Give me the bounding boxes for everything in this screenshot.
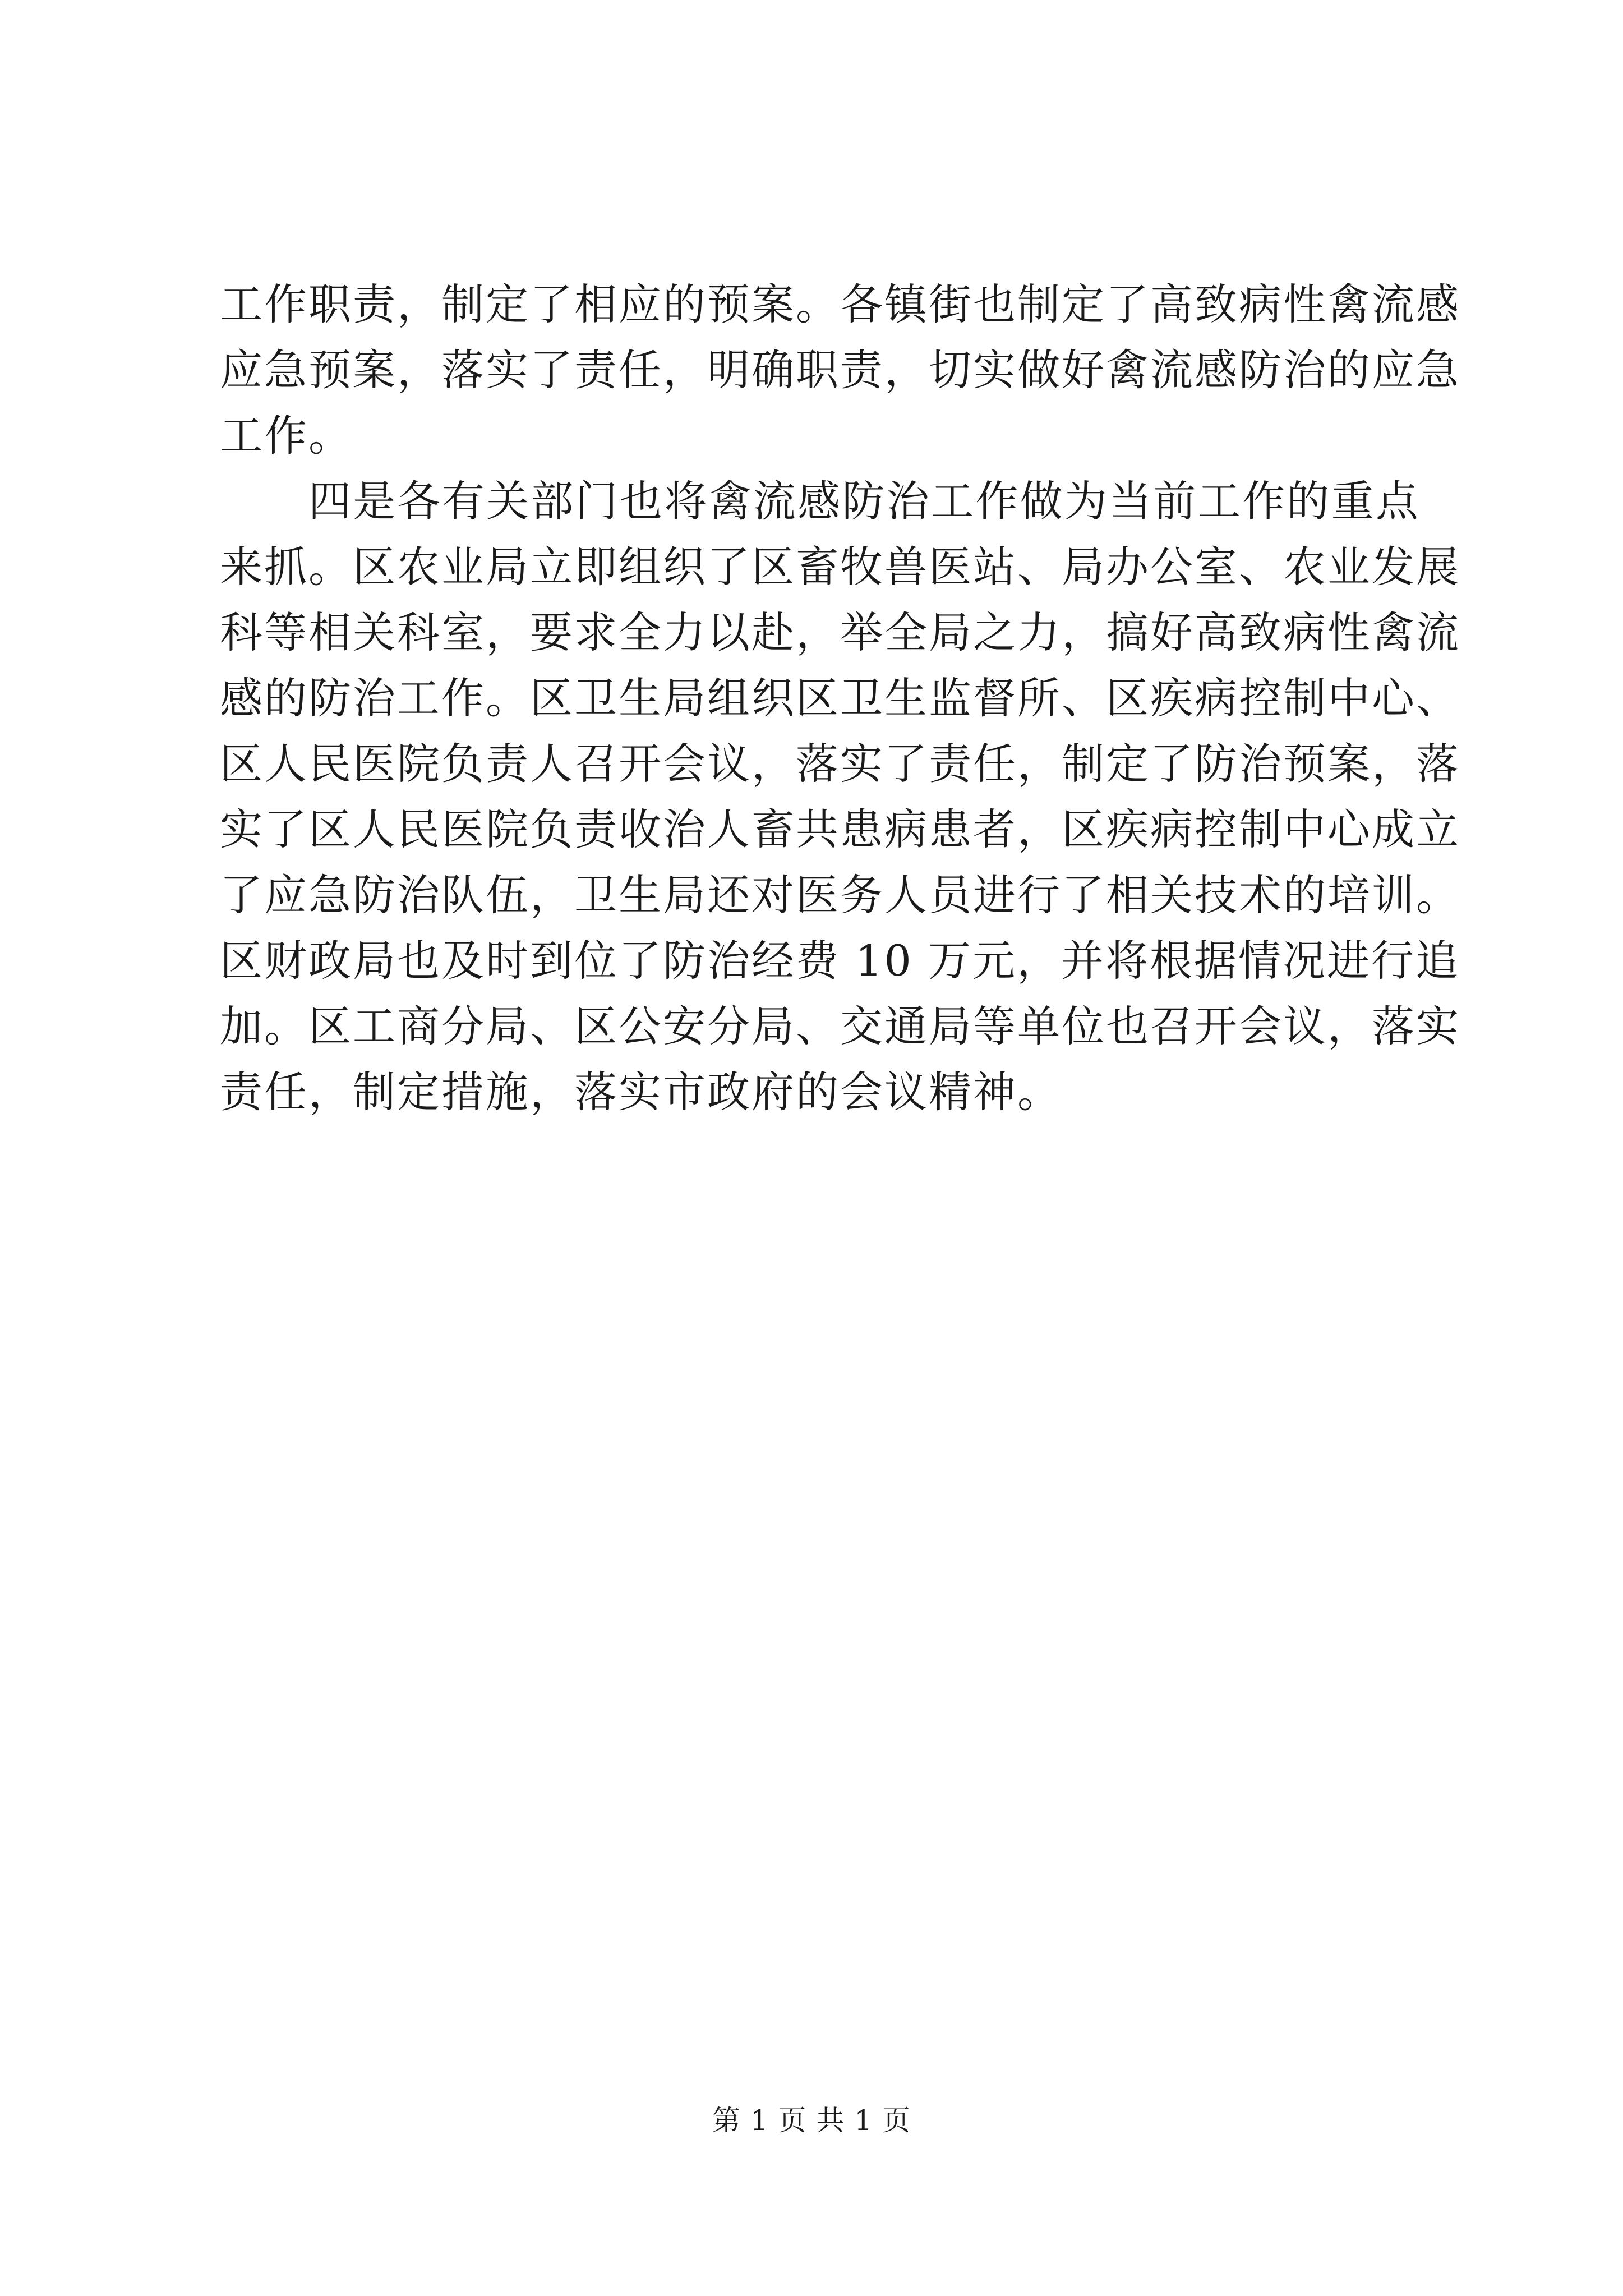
page-number-indicator: 第 1 页 共 1 页	[712, 2104, 911, 2137]
text-line: 区财政局也及时到位了防治经费 10 万元，并将根据情况进行追	[220, 936, 1460, 986]
page-footer	[0, 2101, 1623, 2140]
text-line: 了应急防治队伍，卫生局还对医务人员进行了相关技术的培训。	[220, 870, 1460, 920]
text-line: 感的防治工作。区卫生局组织区卫生监督所、区疾病控制中心、	[220, 673, 1460, 723]
text-line: 工作。	[220, 411, 353, 461]
text-line: 科等相关科室，要求全力以赴，举全局之力，搞好高致病性禽流	[220, 608, 1460, 657]
text-line: 区人民医院负责人召开会议，落实了责任，制定了防治预案，落	[220, 739, 1460, 789]
body-text	[220, 272, 1460, 1125]
paragraph-1	[220, 272, 1460, 468]
text-line: 责任，制定措施，落实市政府的会议精神。	[220, 1067, 1062, 1117]
text-line: 应急预案，落实了责任，明确职责，切实做好禽流感防治的应急	[220, 345, 1460, 395]
text-line: 实了区人民医院负责收治人畜共患病患者，区疾病控制中心成立	[220, 804, 1460, 854]
paragraph-2	[220, 468, 1460, 1125]
text-line: 加。区工商分局、区公安分局、交通局等单位也召开会议，落实	[220, 1001, 1460, 1051]
text-line: 工作职责，制定了相应的预案。各镇街也制定了高致病性禽流感	[220, 279, 1460, 329]
text-line: 来抓。区农业局立即组织了区畜牧兽医站、局办公室、农业发展	[220, 542, 1460, 592]
text-line: 四是各有关部门也将禽流感防治工作做为当前工作的重点	[308, 476, 1420, 526]
